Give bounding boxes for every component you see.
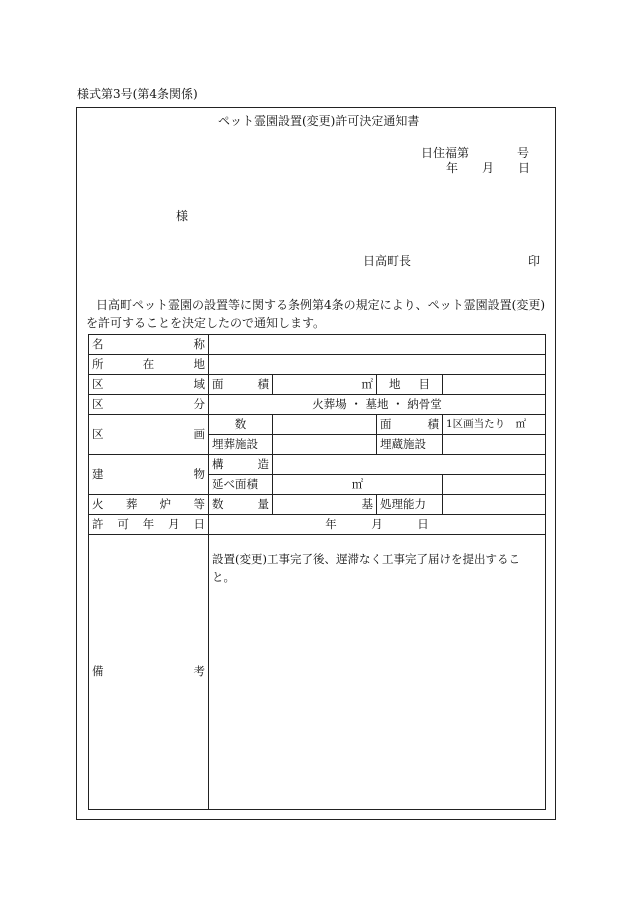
capacity-value [443,495,546,515]
plot-count-label: 数 [209,415,273,435]
division-label: 区 分 [89,395,209,415]
seal-mark: 印 [528,254,541,268]
zone-label: 区 域 [89,375,209,395]
plot-count-value [273,415,377,435]
body-text: 日高町ペット霊園の設置等に関する条例第4条の規定により、ペット霊園設置(変更)を許可することを決定したので通知します。 [86,298,546,330]
quantity-value: 基 [273,495,377,515]
structure-value [273,455,546,475]
table-row [89,335,546,355]
land-category-value [443,375,546,395]
quantity-label: 数 量 [209,495,273,515]
storage-facility-label: 埋蔵施設 [377,435,443,455]
permit-details-table [88,334,546,810]
table-row [89,355,546,375]
name-value [209,335,546,355]
area-label: 面 積 [209,375,273,395]
issue-date: 年 月 日 [446,161,531,175]
burial-facility-value [273,435,377,455]
land-category-label: 地 目 [377,375,443,395]
structure-label: 構 造 [209,455,273,475]
building-label: 建 物 [89,455,209,495]
area-value: ㎡ [273,375,377,395]
burial-facility-label: 埋葬施設 [209,435,273,455]
table-row [89,395,546,415]
form-number: 様式第3号(第4条関係) [77,87,198,101]
plot-label: 区 画 [89,415,209,455]
addressee-suffix: 様 [176,209,189,223]
table-row [89,515,546,535]
storage-facility-value [443,435,546,455]
division-value: 火葬場 ・ 墓地 ・ 納骨堂 [209,395,546,415]
table-row [89,375,546,395]
location-label: 所 在 地 [89,355,209,375]
issuer-name: 日高町長 [363,254,412,268]
permit-date-value: 年 月 日 [209,515,546,535]
remarks-text: 設置(変更)工事完了後、遅滞なく工事完了届けを提出すること。 [209,535,546,810]
name-label: 名 称 [89,335,209,355]
table-row [89,415,546,435]
permit-date-label: 許 可 年 月 日 [89,515,209,535]
document-title: ペット霊園設置(変更)許可決定通知書 [218,114,420,128]
document-number: 日住福第 号 [421,146,530,160]
plot-area-label: 面 積 [377,415,443,435]
per-plot-area: 1区画当たり ㎡ [443,415,546,435]
table-row [89,495,546,515]
floor-area-extra [443,475,546,495]
table-row [89,455,546,475]
remarks-label: 備 考 [89,535,209,810]
location-value [209,355,546,375]
cremator-label: 火 葬 炉 等 [89,495,209,515]
floor-area-value: ㎡ [273,475,443,495]
table-row [89,535,546,810]
floor-area-label: 延べ面積 [209,475,273,495]
capacity-label: 処理能力 [377,495,443,515]
